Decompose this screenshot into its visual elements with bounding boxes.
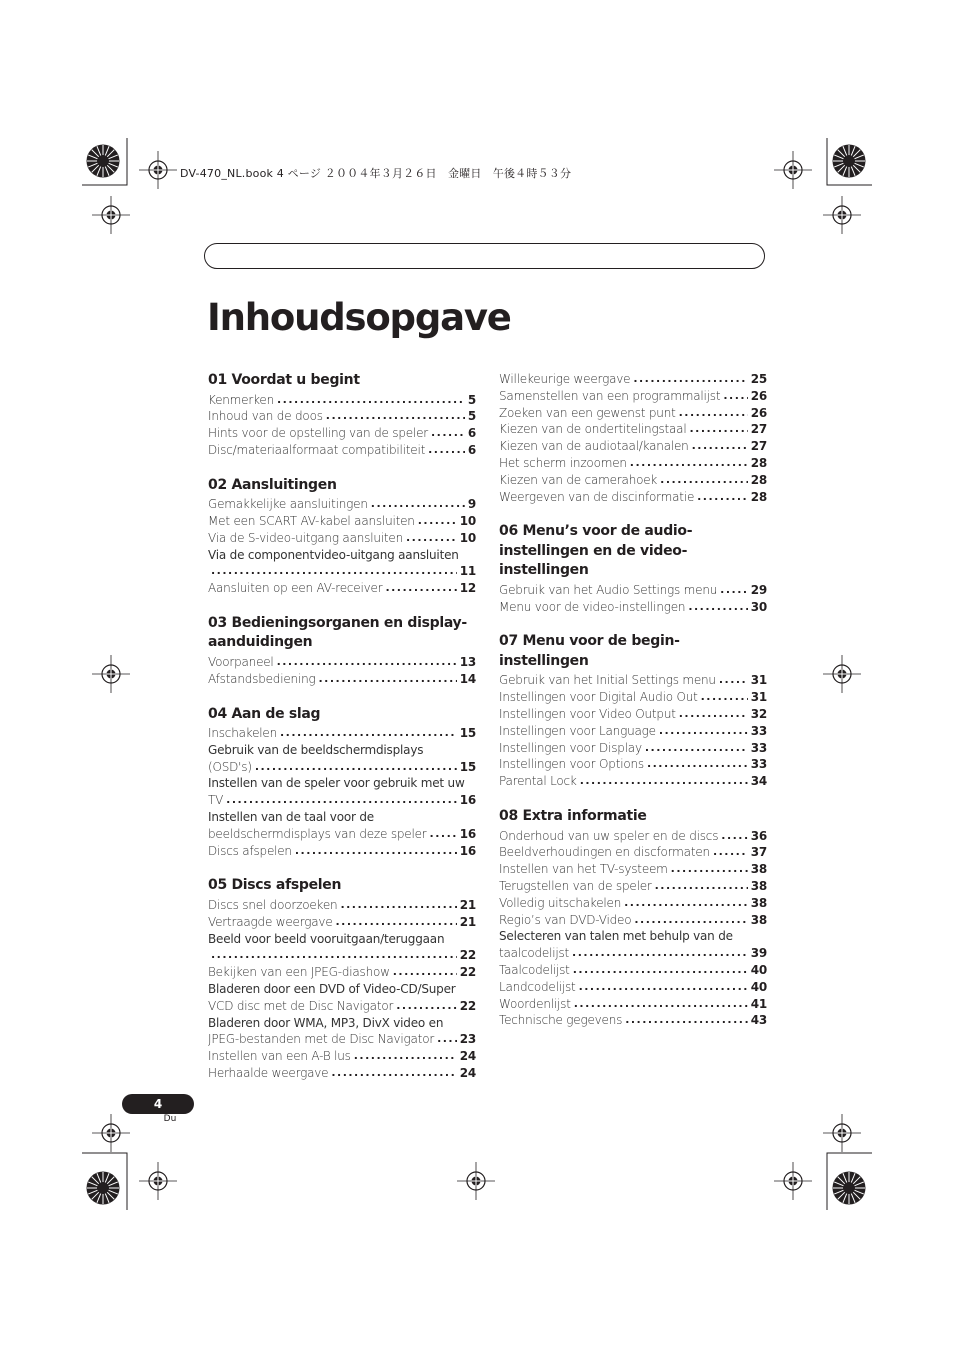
toc-entry[interactable] xyxy=(499,828,767,845)
toc-list xyxy=(208,654,476,688)
dot-leader xyxy=(371,496,465,513)
dot-leader xyxy=(340,897,456,914)
toc-entry-title: Zoeken van een gewenst punt xyxy=(499,405,676,420)
toc-entry[interactable] xyxy=(208,914,476,931)
toc-entry[interactable] xyxy=(499,878,767,895)
dot-leader xyxy=(633,371,747,388)
section-heading: 07 Menu voor de begin-instellingen xyxy=(499,633,680,669)
toc-entry[interactable] xyxy=(499,672,767,689)
toc-entry[interactable] xyxy=(499,689,767,706)
section-heading: 04 Aan de slag xyxy=(208,705,321,722)
toc-section xyxy=(208,614,476,688)
dot-leader xyxy=(437,1031,457,1048)
toc-entry-title: Inhoud van de doos xyxy=(208,409,323,424)
section-heading: 08 Extra informatie xyxy=(499,808,647,825)
toc-entry[interactable] xyxy=(208,547,476,581)
dot-leader xyxy=(688,599,747,616)
toc-entry-title-line: Bladeren door WMA, MP3, DivX video en xyxy=(208,1015,444,1030)
toc-entry-title: Herhaalde weergave xyxy=(208,1065,329,1080)
toc-list xyxy=(499,582,767,616)
toc-entry[interactable] xyxy=(208,964,476,981)
toc-entry-title: Volledig uitschakelen xyxy=(499,895,622,910)
toc-entry-title: Taalcodelijst xyxy=(499,962,570,977)
dot-leader xyxy=(697,489,748,506)
dot-leader xyxy=(354,1048,457,1065)
dot-leader xyxy=(211,563,457,580)
toc-entry-title: Disc/materiaalformaat compatibiliteit xyxy=(208,442,426,457)
toc-entry-page: 38 xyxy=(750,862,767,877)
toc-entry-title-line: Selecteren van talen met behulp van de xyxy=(499,929,733,944)
toc-entry-title: Hints voor de opstelling van de speler xyxy=(208,426,428,441)
section-heading: 05 Discs afspelen xyxy=(208,877,342,894)
toc-entry[interactable] xyxy=(208,654,476,671)
toc-entry-title: JPEG-bestanden met de Disc Navigator xyxy=(208,1032,435,1047)
toc-entry[interactable] xyxy=(499,844,767,861)
toc-entry-title-line: Instellen van de speler voor gebruik met uw xyxy=(208,776,465,791)
toc-entry-title: Kiezen van de audiotaal/kanalen xyxy=(499,439,689,454)
toc-entry-page: 13 xyxy=(459,654,476,669)
dot-leader xyxy=(277,392,465,409)
toc-entry-page: 15 xyxy=(459,759,476,774)
toc-entry-title: TV xyxy=(208,793,224,808)
toc-entry[interactable] xyxy=(208,496,476,513)
toc-entry-page: 23 xyxy=(459,1032,476,1047)
toc-entry-page: 15 xyxy=(459,726,476,741)
toc-section xyxy=(499,632,767,790)
toc-entry-title: Instellingen voor Display xyxy=(499,740,642,755)
toc-list xyxy=(499,672,767,790)
dot-leader xyxy=(573,962,748,979)
toc-entry-page: 22 xyxy=(459,998,476,1013)
section-heading: 06 Menu’s voor de audio-instellingen en de video-instellingen xyxy=(499,523,693,579)
toc-entry-title: Met een SCART AV-kabel aansluiten xyxy=(208,513,415,528)
toc-entry[interactable] xyxy=(208,671,476,688)
toc-section xyxy=(499,807,767,1029)
dot-leader xyxy=(721,828,747,845)
page-number-tab: 4 xyxy=(122,1094,194,1114)
toc-entry-title: Parental Lock xyxy=(499,774,577,789)
toc-entry[interactable] xyxy=(499,472,767,489)
toc-entry-page: 14 xyxy=(459,671,476,686)
toc-entry-page: 33 xyxy=(750,723,767,738)
dot-leader xyxy=(634,912,747,929)
section-heading: 02 Aansluitingen xyxy=(208,476,337,493)
dot-leader xyxy=(336,914,457,931)
page-title: Inhoudsopgave xyxy=(207,296,511,339)
toc-list xyxy=(499,828,767,1030)
toc-entry-page: 36 xyxy=(750,828,767,843)
toc-entry[interactable] xyxy=(499,996,767,1013)
toc-entry-page: 27 xyxy=(750,439,767,454)
toc-entry[interactable] xyxy=(208,530,476,547)
toc-entry-title: Landcodelijst xyxy=(499,979,576,994)
toc-entry[interactable] xyxy=(208,775,476,809)
toc-entry[interactable] xyxy=(499,371,767,388)
dot-leader xyxy=(393,964,457,981)
page-language: Du xyxy=(163,1114,177,1124)
dot-leader xyxy=(647,756,748,773)
toc-list xyxy=(208,725,476,859)
toc-entry[interactable] xyxy=(499,912,767,929)
toc-entry-title: Discs afspelen xyxy=(208,843,292,858)
toc-entry[interactable] xyxy=(499,421,767,438)
toc-entry-page: 11 xyxy=(459,564,476,579)
toc-entry[interactable] xyxy=(208,442,476,459)
toc-entry-page: 26 xyxy=(750,405,767,420)
toc-entry-title: Het scherm inzoomen xyxy=(499,455,627,470)
toc-entry-page: 38 xyxy=(750,912,767,927)
toc-entry[interactable] xyxy=(208,897,476,914)
toc-entry-title: Menu voor de video-instellingen xyxy=(499,599,686,614)
toc-entry-page: 34 xyxy=(750,774,767,789)
toc-entry-page: 12 xyxy=(459,581,476,596)
toc-entry-title: Afstandsbediening xyxy=(208,671,316,686)
toc-entry-page: 26 xyxy=(750,388,767,403)
dot-leader xyxy=(418,513,457,530)
dot-leader xyxy=(295,843,457,860)
toc-entry-title: Weergeven van de discinformatie xyxy=(499,489,695,504)
toc-entry-title: VCD disc met de Disc Navigator xyxy=(208,998,394,1013)
toc-entry-title-line: Instellen van de taal voor de xyxy=(208,810,374,825)
toc-entry[interactable] xyxy=(499,723,767,740)
toc-list xyxy=(208,496,476,597)
dot-leader xyxy=(318,671,456,688)
dot-leader xyxy=(430,826,457,843)
toc-list xyxy=(208,392,476,459)
toc-entry[interactable] xyxy=(499,489,767,506)
dot-leader xyxy=(701,689,748,706)
toc-entry[interactable] xyxy=(208,425,476,442)
toc-entry-page: 39 xyxy=(750,946,767,961)
toc-left-column xyxy=(208,371,476,1099)
dot-leader xyxy=(431,425,465,442)
toc-entry-page: 40 xyxy=(750,962,767,977)
toc-entry-title: Onderhoud van uw speler en de discs xyxy=(499,828,719,843)
toc-entry-title: Regio’s van DVD-Video xyxy=(499,912,632,927)
toc-entry[interactable] xyxy=(499,706,767,723)
dot-leader xyxy=(624,895,748,912)
toc-section xyxy=(208,705,476,860)
toc-entry-page: 5 xyxy=(467,409,476,424)
toc-entry-title: Instellingen voor Digital Audio Out xyxy=(499,690,698,705)
toc-entry-page: 6 xyxy=(467,426,476,441)
toc-entry[interactable] xyxy=(208,725,476,742)
toc-entry-title: Kenmerken xyxy=(208,392,274,407)
toc-entry-page: 24 xyxy=(459,1049,476,1064)
toc-entry-page: 16 xyxy=(459,843,476,858)
dot-leader xyxy=(713,844,748,861)
toc-entry[interactable] xyxy=(499,388,767,405)
toc-section xyxy=(499,522,767,615)
toc-entry-title-line: Bladeren door een DVD of Video-CD/Super xyxy=(208,981,456,996)
title-bar xyxy=(204,243,765,269)
toc-entry-title: Gebruik van het Initial Settings menu xyxy=(499,673,716,688)
toc-entry-title: Vertraagde weergave xyxy=(208,914,333,929)
toc-entry-page: 28 xyxy=(750,472,767,487)
dot-leader xyxy=(406,530,457,547)
toc-entry[interactable] xyxy=(208,742,476,776)
toc-entry-page: 28 xyxy=(750,489,767,504)
toc-entry-page: 10 xyxy=(459,530,476,545)
toc-entry[interactable] xyxy=(499,895,767,912)
toc-entry[interactable] xyxy=(499,861,767,878)
dot-leader xyxy=(580,773,748,790)
section-heading: 01 Voordat u begint xyxy=(208,372,360,388)
dot-leader xyxy=(572,945,748,962)
toc-entry-title: Via de S-video-uitgang aansluiten xyxy=(208,530,403,545)
toc-entry[interactable] xyxy=(499,582,767,599)
toc-entry-page: 21 xyxy=(459,897,476,912)
section-heading: 03 Bedieningsorganen en display-aanduidingen xyxy=(208,614,467,651)
toc-entry[interactable] xyxy=(499,405,767,422)
dot-leader xyxy=(211,947,457,964)
toc-entry-title: Voorpaneel xyxy=(208,654,274,669)
dot-leader xyxy=(679,706,748,723)
toc-entry-title: Gebruik van het Audio Settings menu xyxy=(499,582,718,597)
toc-entry[interactable] xyxy=(499,599,767,616)
dot-leader xyxy=(723,388,747,405)
print-header: DV-470_NL.book 4 ページ ２００４年３月２６日 金曜日 午後４時５３分 xyxy=(180,167,572,180)
toc-entry-page: 31 xyxy=(750,690,767,705)
dot-leader xyxy=(280,725,457,742)
toc-entry-title: (OSD's) xyxy=(208,759,252,774)
dot-leader xyxy=(679,405,748,422)
toc-list xyxy=(499,371,767,505)
toc-entry[interactable] xyxy=(208,981,476,1015)
toc-entry-page: 33 xyxy=(750,757,767,772)
toc-list xyxy=(208,897,476,1082)
toc-entry-title: Gemakkelijke aansluitingen xyxy=(208,497,368,512)
dot-leader xyxy=(326,408,465,425)
toc-entry[interactable] xyxy=(499,773,767,790)
toc-entry-title: Instellen van een A-B lus xyxy=(208,1049,351,1064)
toc-entry-page: 10 xyxy=(459,513,476,528)
toc-entry[interactable] xyxy=(208,843,476,860)
dot-leader xyxy=(692,438,748,455)
toc-entry[interactable] xyxy=(499,740,767,757)
toc-entry-page: 40 xyxy=(750,979,767,994)
toc-entry-page: 28 xyxy=(750,455,767,470)
toc-right-column xyxy=(499,371,767,1046)
dot-leader xyxy=(660,472,748,489)
toc-entry-page: 30 xyxy=(750,599,767,614)
toc-entry-page: 38 xyxy=(750,895,767,910)
toc-entry[interactable] xyxy=(208,1048,476,1065)
toc-entry-title: beeldschermdisplays van deze speler xyxy=(208,826,427,841)
toc-entry[interactable] xyxy=(499,438,767,455)
toc-entry-page: 24 xyxy=(459,1065,476,1080)
toc-entry[interactable] xyxy=(208,931,476,965)
toc-entry[interactable] xyxy=(208,408,476,425)
dot-leader xyxy=(625,1012,748,1029)
dot-leader xyxy=(226,792,457,809)
toc-entry[interactable] xyxy=(499,979,767,996)
toc-entry-page: 27 xyxy=(750,422,767,437)
dot-leader xyxy=(720,582,748,599)
toc-entry-title: Woordenlijst xyxy=(499,996,571,1011)
toc-entry-title: Aansluiten op een AV-receiver xyxy=(208,581,383,596)
toc-section xyxy=(208,876,476,1081)
toc-entry[interactable] xyxy=(208,1065,476,1082)
toc-entry-page: 21 xyxy=(459,914,476,929)
toc-entry-page: 16 xyxy=(459,826,476,841)
toc-entry-title: Inschakelen xyxy=(208,726,277,741)
toc-entry-page: 5 xyxy=(467,392,476,407)
toc-entry-title-line: Beeld voor beeld vooruitgaan/teruggaan xyxy=(208,931,445,946)
toc-entry-title: Technische gegevens xyxy=(499,1013,623,1028)
toc-entry[interactable] xyxy=(499,928,767,962)
toc-entry-page: 37 xyxy=(750,845,767,860)
toc-entry-title: Kiezen van de camerahoek xyxy=(499,472,658,487)
toc-entry[interactable] xyxy=(499,962,767,979)
toc-entry-page: 22 xyxy=(459,948,476,963)
toc-entry-title: Bekijken van een JPEG-diashow xyxy=(208,965,390,980)
dot-leader xyxy=(574,996,748,1013)
toc-section xyxy=(208,476,476,597)
dot-leader xyxy=(255,759,457,776)
toc-entry-title-line: Via de componentvideo-uitgang aansluiten xyxy=(208,547,459,562)
toc-entry-page: 33 xyxy=(750,740,767,755)
toc-section xyxy=(499,371,767,505)
toc-entry-title: Kiezen van de ondertitelingstaal xyxy=(499,422,687,437)
toc-entry-title: Samenstellen van een programmalijst xyxy=(499,388,721,403)
toc-entry-page: 43 xyxy=(750,1013,767,1028)
toc-entry[interactable] xyxy=(208,392,476,409)
toc-entry[interactable] xyxy=(499,455,767,472)
toc-entry-title: Instellingen voor Video Output xyxy=(499,707,676,722)
dot-leader xyxy=(331,1065,456,1082)
toc-entry-page: 16 xyxy=(459,793,476,808)
toc-entry[interactable] xyxy=(499,756,767,773)
toc-entry-page: 9 xyxy=(467,497,476,512)
toc-entry-title: Beeldverhoudingen en discformaten xyxy=(499,845,710,860)
toc-entry-title: taalcodelijst xyxy=(499,946,570,961)
dot-leader xyxy=(645,740,748,757)
dot-leader xyxy=(277,654,457,671)
toc-entry[interactable] xyxy=(208,809,476,843)
toc-entry-title: Instellingen voor Options xyxy=(499,757,644,772)
dot-leader xyxy=(671,861,748,878)
toc-entry-page: 32 xyxy=(750,707,767,722)
toc-entry-page: 22 xyxy=(459,965,476,980)
dot-leader xyxy=(659,723,748,740)
dot-leader xyxy=(428,442,465,459)
toc-entry-title: Instellingen voor Language xyxy=(499,723,656,738)
toc-entry-page: 38 xyxy=(750,878,767,893)
toc-entry-title: Instellen van het TV-systeem xyxy=(499,862,668,877)
toc-entry[interactable] xyxy=(499,1012,767,1029)
toc-entry[interactable] xyxy=(208,513,476,530)
toc-entry[interactable] xyxy=(208,1015,476,1049)
toc-entry-page: 41 xyxy=(750,996,767,1011)
toc-entry-title: Discs snel doorzoeken xyxy=(208,897,338,912)
toc-entry-title: Terugstellen van de speler xyxy=(499,878,652,893)
dot-leader xyxy=(630,455,748,472)
toc-entry[interactable] xyxy=(208,580,476,597)
dot-leader xyxy=(579,979,748,996)
dot-leader xyxy=(385,580,456,597)
dot-leader xyxy=(655,878,748,895)
toc-section xyxy=(208,371,476,459)
toc-entry-title-line: Gebruik van de beeldschermdisplays xyxy=(208,742,424,757)
dot-leader xyxy=(689,421,747,438)
toc-entry-page: 31 xyxy=(750,673,767,688)
dot-leader xyxy=(719,672,748,689)
toc-entry-page: 29 xyxy=(750,582,767,597)
toc-entry-page: 25 xyxy=(750,372,767,386)
dot-leader xyxy=(396,998,456,1015)
toc-entry-page: 6 xyxy=(467,442,476,457)
toc-entry-title: Willekeurige weergave xyxy=(499,372,631,386)
